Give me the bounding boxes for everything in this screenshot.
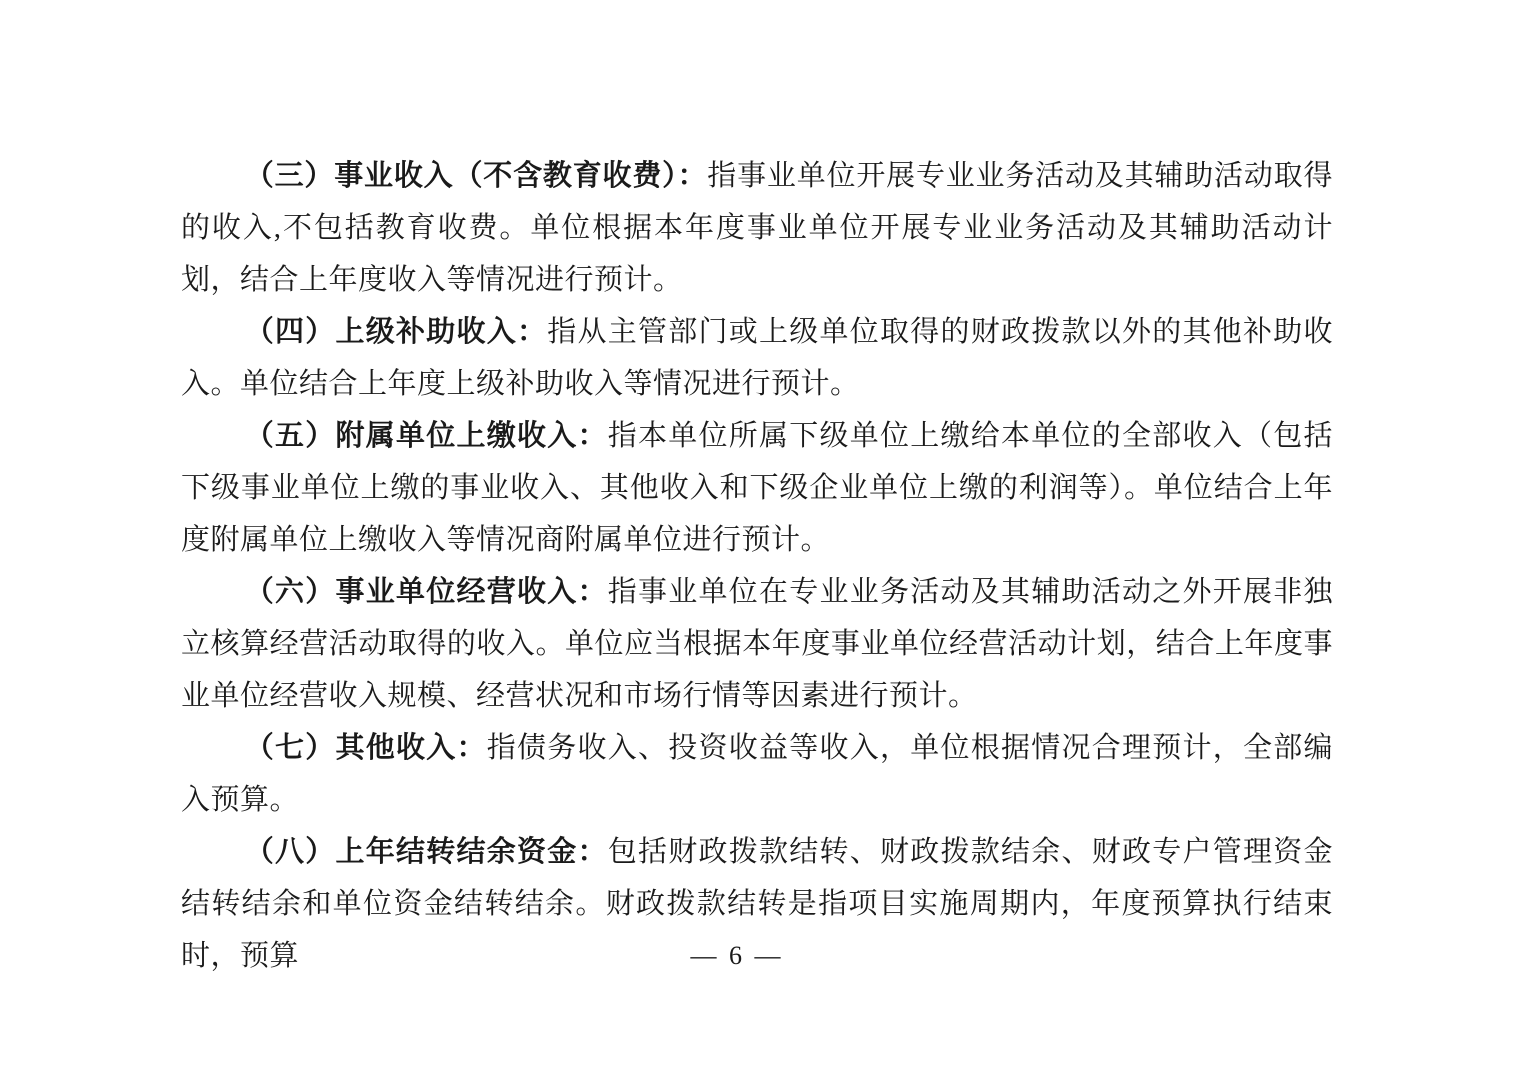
- paragraph: [181, 150, 1333, 306]
- paragraph-body: 包括财政拨款结转、财政拨款结余、财政专户管理资金结转结余和单位资金结转结余。财政拨款结转是指项目实施周期内，年度预算执行结束时，预算: [181, 836, 1333, 972]
- paragraph: [181, 410, 1333, 566]
- paragraph-body: 指债务收入、投资收益等收入，单位根据情况合理预计，全部编入预算。: [181, 732, 1333, 816]
- page-number: — 6 —: [690, 941, 784, 970]
- paragraph-heading: （五）附属单位上缴收入：: [244, 420, 608, 452]
- paragraph-heading: （七）其他收入：: [244, 732, 487, 764]
- paragraph-heading: （八）上年结转结余资金：: [244, 836, 608, 868]
- paragraph-heading: （四）上级补助收入：: [244, 316, 548, 348]
- paragraph-body: 指从主管部门或上级单位取得的财政拨款以外的其他补助收入。单位结合上年度上级补助收入等情况进行预计。: [181, 316, 1333, 400]
- paragraph: [181, 722, 1333, 826]
- paragraph-heading: （六）事业单位经营收入：: [244, 576, 608, 608]
- paragraph-body: 指事业单位开展专业业务活动及其辅助活动取得的收入,不包括教育收费。单位根据本年度事业单位开展专业业务活动及其辅助活动计划，结合上年度收入等情况进行预计。: [181, 160, 1333, 296]
- paragraph: [181, 306, 1333, 410]
- paragraph-heading: （三）事业收入（不含教育收费）：: [244, 160, 708, 192]
- paragraph-body: 指事业单位在专业业务活动及其辅助活动之外开展非独立核算经营活动取得的收入。单位应当根据本年度事业单位经营活动计划，结合上年度事业单位经营收入规模、经营状况和市场行情等因素进行预计。: [181, 576, 1333, 712]
- paragraph: [181, 566, 1333, 722]
- paragraph-body: 指本单位所属下级单位上缴给本单位的全部收入（包括下级事业单位上缴的事业收入、其他收入和下级企业单位上缴的利润等）。单位结合上年度附属单位上缴收入等情况商附属单位进行预计。: [181, 420, 1333, 556]
- page-content: [181, 150, 1333, 982]
